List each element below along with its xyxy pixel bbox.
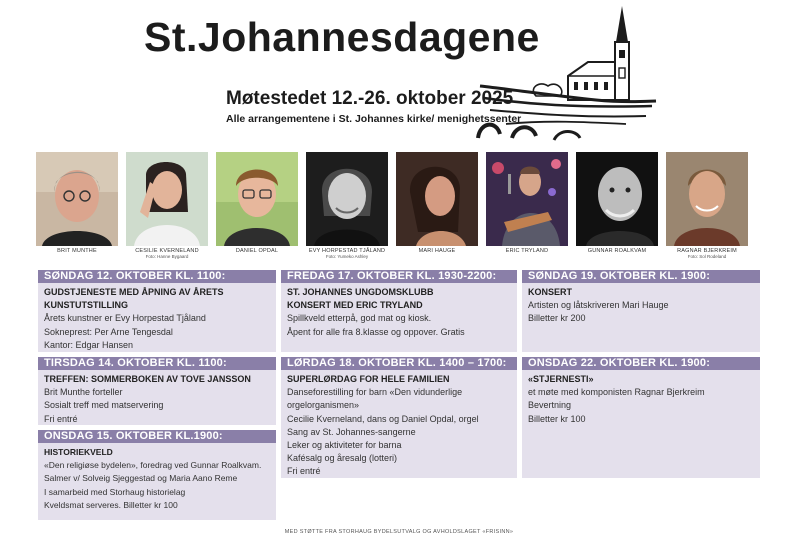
portrait-photo (306, 152, 388, 246)
event-line: Kantor: Edgar Hansen (44, 339, 134, 350)
event-line: Artisten og låtskriveren Mari Hauge (528, 300, 669, 311)
event-box (281, 270, 517, 352)
photo-credit: Foto: Yumeko Ashley (325, 254, 369, 259)
person-name: MARI HAUGE (418, 248, 456, 254)
person-card (36, 152, 118, 254)
event-line: «Den religiøse bydelen», foredrag ved Gunnar Roalkvam. (44, 460, 262, 471)
person-card (306, 152, 388, 259)
event-line: Danseforestilling for barn «Den vidunderlige (287, 387, 463, 398)
person-name: DANIEL OPDAL (235, 248, 279, 254)
portrait-photo (396, 152, 478, 246)
portrait-photo (486, 152, 568, 246)
event-line: Brit Munthe forteller (44, 387, 123, 398)
event-line: Spillkveld etterpå, god mat og kiosk. (287, 313, 432, 324)
event-title: «STJERNESTI» (528, 374, 594, 384)
event-box (522, 270, 760, 352)
person-name: ERIC TRYLAND (505, 248, 549, 254)
event-line: Årets kunstner er Evy Horpestad Tjåland (44, 313, 206, 324)
event-title: KONSERT MED ERIC TRYLAND (287, 300, 423, 311)
photo-credit: Foto: Sol Rodeland (687, 254, 727, 259)
event-title: KONSERT (528, 287, 573, 297)
event-line: Kveldsmat serveres. Billetter kr 100 (44, 499, 178, 510)
sponsor-footer: MED STØTTE FRA STORHAUG BYDELSUTVALG OG AVHOLDSLAGET «FRISINN» (284, 529, 514, 535)
event-header: TIRSDAG 14. OKTOBER KL. 1100: (38, 357, 276, 370)
event-box (522, 357, 760, 478)
photo-credit: Foto: Hanne Bygaard (145, 254, 189, 259)
event-title: ST. JOHANNES UNGDOMSKLUBB (287, 287, 434, 297)
person-card (126, 152, 208, 259)
event-box (281, 357, 517, 478)
event-line: I samarbeid med Storhaug historielag (44, 486, 186, 497)
poster-subline: Alle arrangementene i St. Johannes kirke/ menighetssenter (226, 113, 522, 125)
event-title: HISTORIEKVELD (44, 447, 113, 457)
event-line: Fri entré (287, 466, 321, 477)
poster-subtitle: Møtestedet 12.-26. oktober 2025 (226, 88, 514, 109)
church-illustration (476, 4, 660, 144)
portrait-photo (216, 152, 298, 246)
event-title: TREFFEN: SOMMERBOKEN AV TOVE JANSSON (44, 374, 251, 384)
speaker-photos (36, 152, 756, 262)
event-header: SØNDAG 19. OKTOBER KL. 1900: (522, 270, 760, 283)
event-line: Bevertning (528, 400, 572, 411)
person-name: CESILIE KVERNELAND (135, 248, 199, 254)
event-line: Kafésalg og åresalg (lotteri) (287, 453, 398, 464)
event-box (38, 430, 276, 520)
portrait-photo (576, 152, 658, 246)
event-line: orgelorganismen» (287, 400, 360, 411)
event-line: et møte med komponisten Ragnar Bjerkreim (528, 387, 705, 398)
event-box (38, 270, 276, 352)
event-line: Leker og aktiviteter for barna (287, 440, 402, 451)
event-line: Salmer v/ Solveig Sjeggestad og Maria Aano Reme (44, 473, 238, 484)
person-name: RAGNAR BJERKREIM (677, 248, 737, 254)
event-header: ONSDAG 22. OKTOBER KL. 1900: (522, 357, 760, 370)
portrait-photo (126, 152, 208, 246)
event-line: Fri entré (44, 413, 78, 424)
event-line: Sokneprest: Per Arne Tengesdal (44, 326, 173, 337)
poster-title: St.Johannesdagene (144, 14, 540, 60)
event-title: KUNSTUTSTILLING (44, 300, 128, 311)
event-title: SUPERLØRDAG FOR HELE FAMILIEN (287, 374, 450, 384)
person-card (216, 152, 298, 254)
event-box (38, 357, 276, 425)
portrait-photo (666, 152, 748, 246)
person-name: GUNNAR ROALKVAM (587, 248, 647, 254)
event-header: LØRDAG 18. OKTOBER KL. 1400 – 1700: (281, 357, 517, 370)
person-card (396, 152, 478, 254)
event-line: Billetter kr 200 (528, 313, 586, 324)
event-line: Billetter kr 100 (528, 413, 586, 424)
event-line: Cecilie Kverneland, dans og Daniel Opdal, orgel (287, 413, 479, 424)
person-name: EVY HORPESTAD TJÅLAND (308, 248, 386, 254)
event-line: Åpent for alle fra 8.klasse og oppover. Gratis (287, 326, 465, 337)
event-header: SØNDAG 12. OKTOBER KL. 1100: (38, 270, 276, 283)
portrait-photo (36, 152, 118, 246)
event-line: Sang av St. Johannes-sangerne (287, 426, 416, 437)
event-header: FREDAG 17. OKTOBER KL. 1930-2200: (281, 270, 517, 283)
event-line: Sosialt treff med matservering (44, 400, 164, 411)
person-name: BRIT MUNTHE (57, 248, 97, 254)
person-card (576, 152, 658, 254)
event-title: GUDSTJENESTE MED ÅPNING AV ÅRETS (44, 287, 224, 297)
event-header: ONSDAG 15. OKTOBER KL.1900: (38, 430, 276, 443)
person-card (486, 152, 568, 254)
person-card (666, 152, 748, 259)
